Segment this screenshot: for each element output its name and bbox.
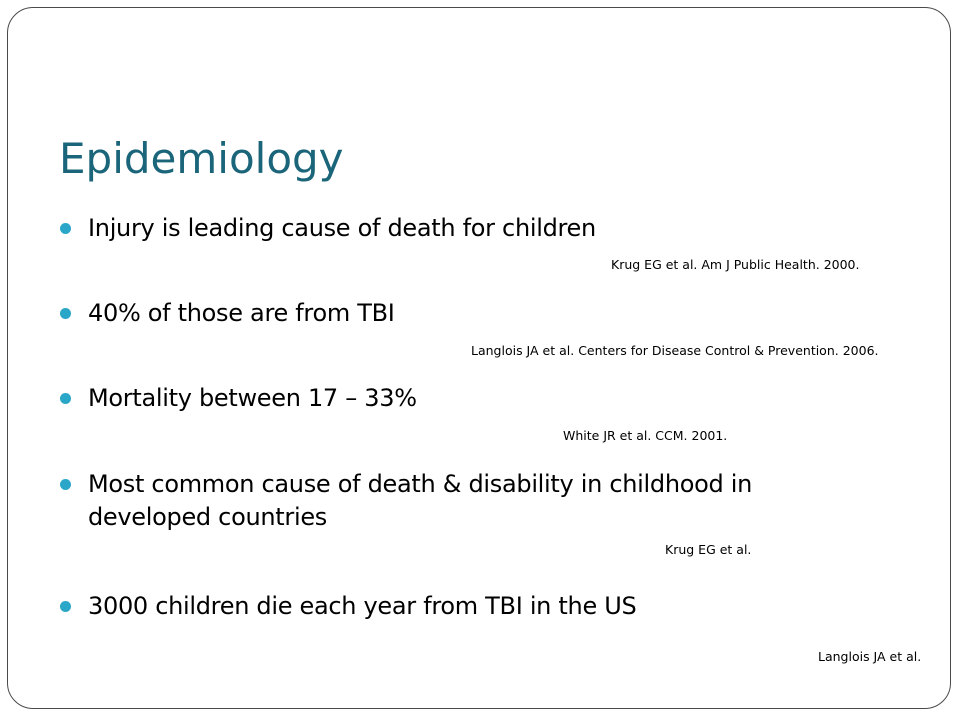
slide-title: Epidemiology [59, 134, 344, 183]
bullet-citation-3: White JR et al. CCM. 2001. [563, 428, 728, 443]
bullet-citation-1: Krug EG et al. Am J Public Health. 2000. [611, 257, 860, 272]
bullet-text: Most common cause of death & disability in childhood in developed countries [88, 470, 753, 531]
bullet-dot-icon [60, 601, 71, 612]
bullet-citation-2: Langlois JA et al. Centers for Disease Control & Prevention. 2006. [471, 343, 879, 358]
bullet-text: 40% of those are from TBI [88, 299, 395, 327]
bullet-dot-icon [60, 308, 71, 319]
bullet-citation-4: Krug EG et al. [665, 542, 752, 557]
bullet-dot-icon [60, 223, 71, 234]
bullet-dot-icon [60, 479, 71, 490]
bullet-text: 3000 children die each year from TBI in the US [88, 592, 637, 620]
bullet-text: Injury is leading cause of death for children [88, 214, 596, 242]
bullet-citation-5: Langlois JA et al. [818, 649, 922, 664]
bullet-dot-icon [60, 393, 71, 404]
bullet-text: Mortality between 17 – 33% [88, 384, 417, 412]
